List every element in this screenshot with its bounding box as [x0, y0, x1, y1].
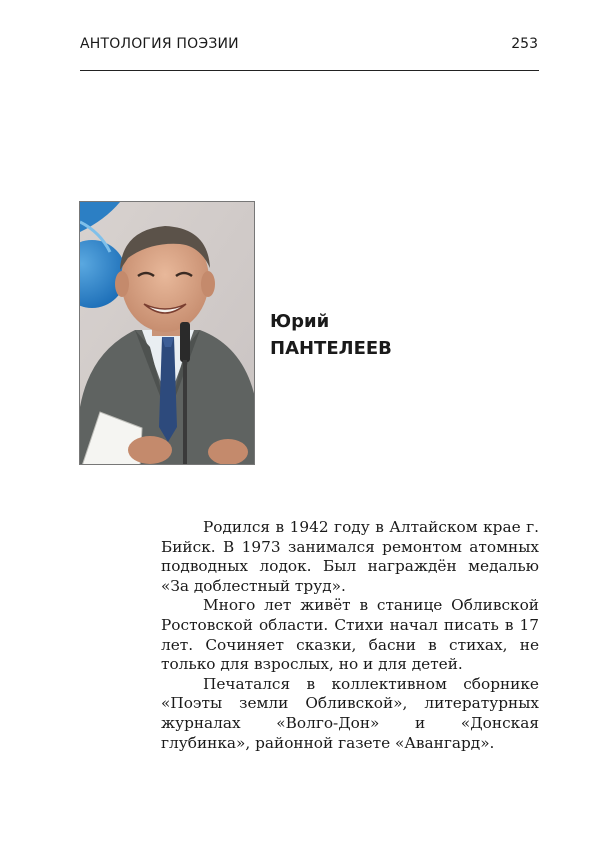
author-biography [161, 518, 539, 753]
author-last-name: ПАНТЕЛЕЕВ [270, 338, 392, 359]
bio-paragraph: Родился в 1942 году в Алтайском крае г. Бийск. В 1973 занимался ремонтом атомных подводных лодок. Был награждён медалью «За доблестный труд». [161, 518, 539, 595]
author-name [270, 308, 392, 362]
book-title: АНТОЛОГИЯ ПОЭЗИИ [80, 36, 239, 52]
bio-paragraph: Много лет живёт в станице Обливской Ростовской области. Стихи начал писать в 17 лет. Сочиняет сказки, басни в стихах, не только для взрослых, но и для детей. [161, 596, 539, 674]
header-divider [80, 70, 539, 71]
author-first-name: Юрий [270, 311, 330, 332]
author-photo [79, 201, 255, 465]
bio-paragraph: Печатался в коллективном сборнике «Поэты земли Обливской», литературных журналах «Волго-Дон» и «Донская глубинка», районной газете «Авангард». [161, 674, 539, 752]
page-number: 253 [511, 36, 538, 52]
